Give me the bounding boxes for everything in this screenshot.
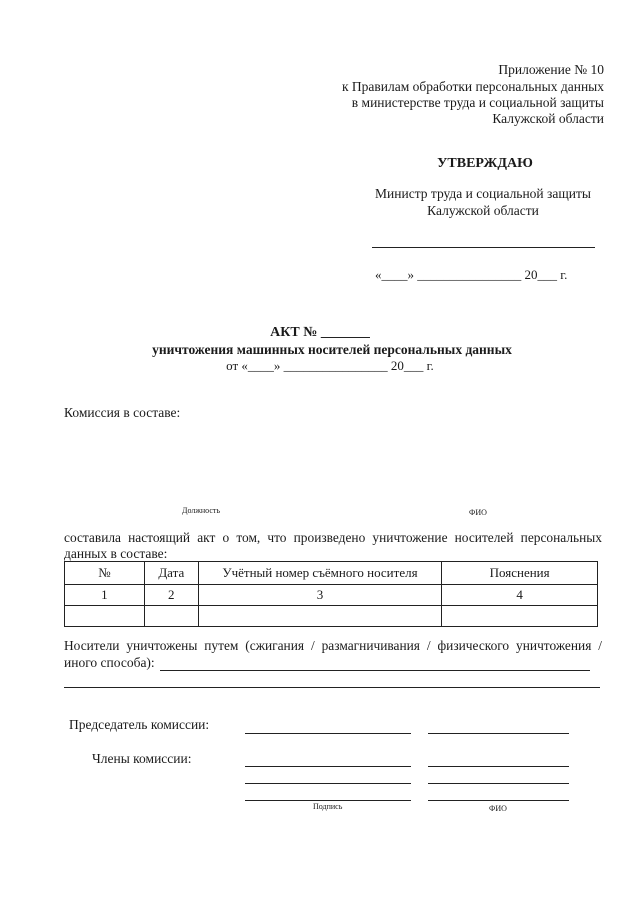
destruction-fill-line <box>160 670 590 671</box>
appendix-rules-line: к Правилам обработки персональных данных <box>341 79 604 94</box>
body-line1: составила настоящий акт о том, что произведено уничтожение носителей персональных <box>64 530 602 545</box>
table-cell <box>144 606 198 627</box>
index-cell-4: 4 <box>442 585 598 606</box>
index-cell-2: 2 <box>144 585 198 606</box>
approval-position-line2: Калужской области <box>427 203 539 218</box>
carriers-table <box>64 561 598 627</box>
act-title: АКТ № _______ <box>270 325 370 340</box>
caption-signature: Подпись <box>313 802 343 811</box>
act-date: от «____» ________________ 20___ г. <box>226 358 434 373</box>
index-cell-1: 1 <box>65 585 145 606</box>
member-name-line-2 <box>428 783 569 784</box>
approval-date: «____» ________________ 20___ г. <box>375 267 568 282</box>
member-signature-line-2 <box>245 783 411 784</box>
header-carrier-number: Учётный номер съёмного носителя <box>198 562 441 585</box>
caption-position: Должность <box>182 506 221 515</box>
table-header-row <box>65 562 598 585</box>
table-index-row <box>65 585 598 606</box>
header-notes: Пояснения <box>442 562 598 585</box>
chairman-signature-line <box>245 733 411 734</box>
table-cell <box>442 606 598 627</box>
destruction-fill-line-2 <box>64 687 600 688</box>
body-line2: данных в составе: <box>64 546 168 561</box>
table-cell <box>198 606 441 627</box>
member-signature-line-1 <box>245 766 411 767</box>
member-name-line-3 <box>428 800 569 801</box>
appendix-region-line: Калужской области <box>492 111 604 126</box>
approval-position-line1: Министр труда и социальной защиты <box>375 186 591 201</box>
chairman-name-line <box>428 733 569 734</box>
header-date: Дата <box>144 562 198 585</box>
approval-heading: УТВЕРЖДАЮ <box>437 156 533 171</box>
member-name-line-1 <box>428 766 569 767</box>
commission-label: Комиссия в составе: <box>64 405 181 420</box>
caption-fio: ФИО <box>489 804 507 813</box>
member-signature-line-3 <box>245 800 411 801</box>
table-cell <box>65 606 145 627</box>
table-row <box>65 606 598 627</box>
appendix-ministry-line: в министерстве труда и социальной защиты <box>351 95 604 110</box>
approval-signature-line <box>372 247 595 248</box>
destruction-line1: Носители уничтожены путем (сжигания / размагничивания / физического уничтожения / <box>64 638 602 653</box>
chairman-label: Председатель комиссии: <box>69 717 210 732</box>
members-label: Члены комиссии: <box>92 751 192 766</box>
index-cell-3: 3 <box>198 585 441 606</box>
caption-name: ФИО <box>469 508 487 517</box>
appendix-number: Приложение № 10 <box>498 62 604 77</box>
destruction-line2: иного способа): <box>64 655 155 670</box>
header-number: № <box>65 562 145 585</box>
act-subtitle: уничтожения машинных носителей персональных данных <box>152 342 512 357</box>
